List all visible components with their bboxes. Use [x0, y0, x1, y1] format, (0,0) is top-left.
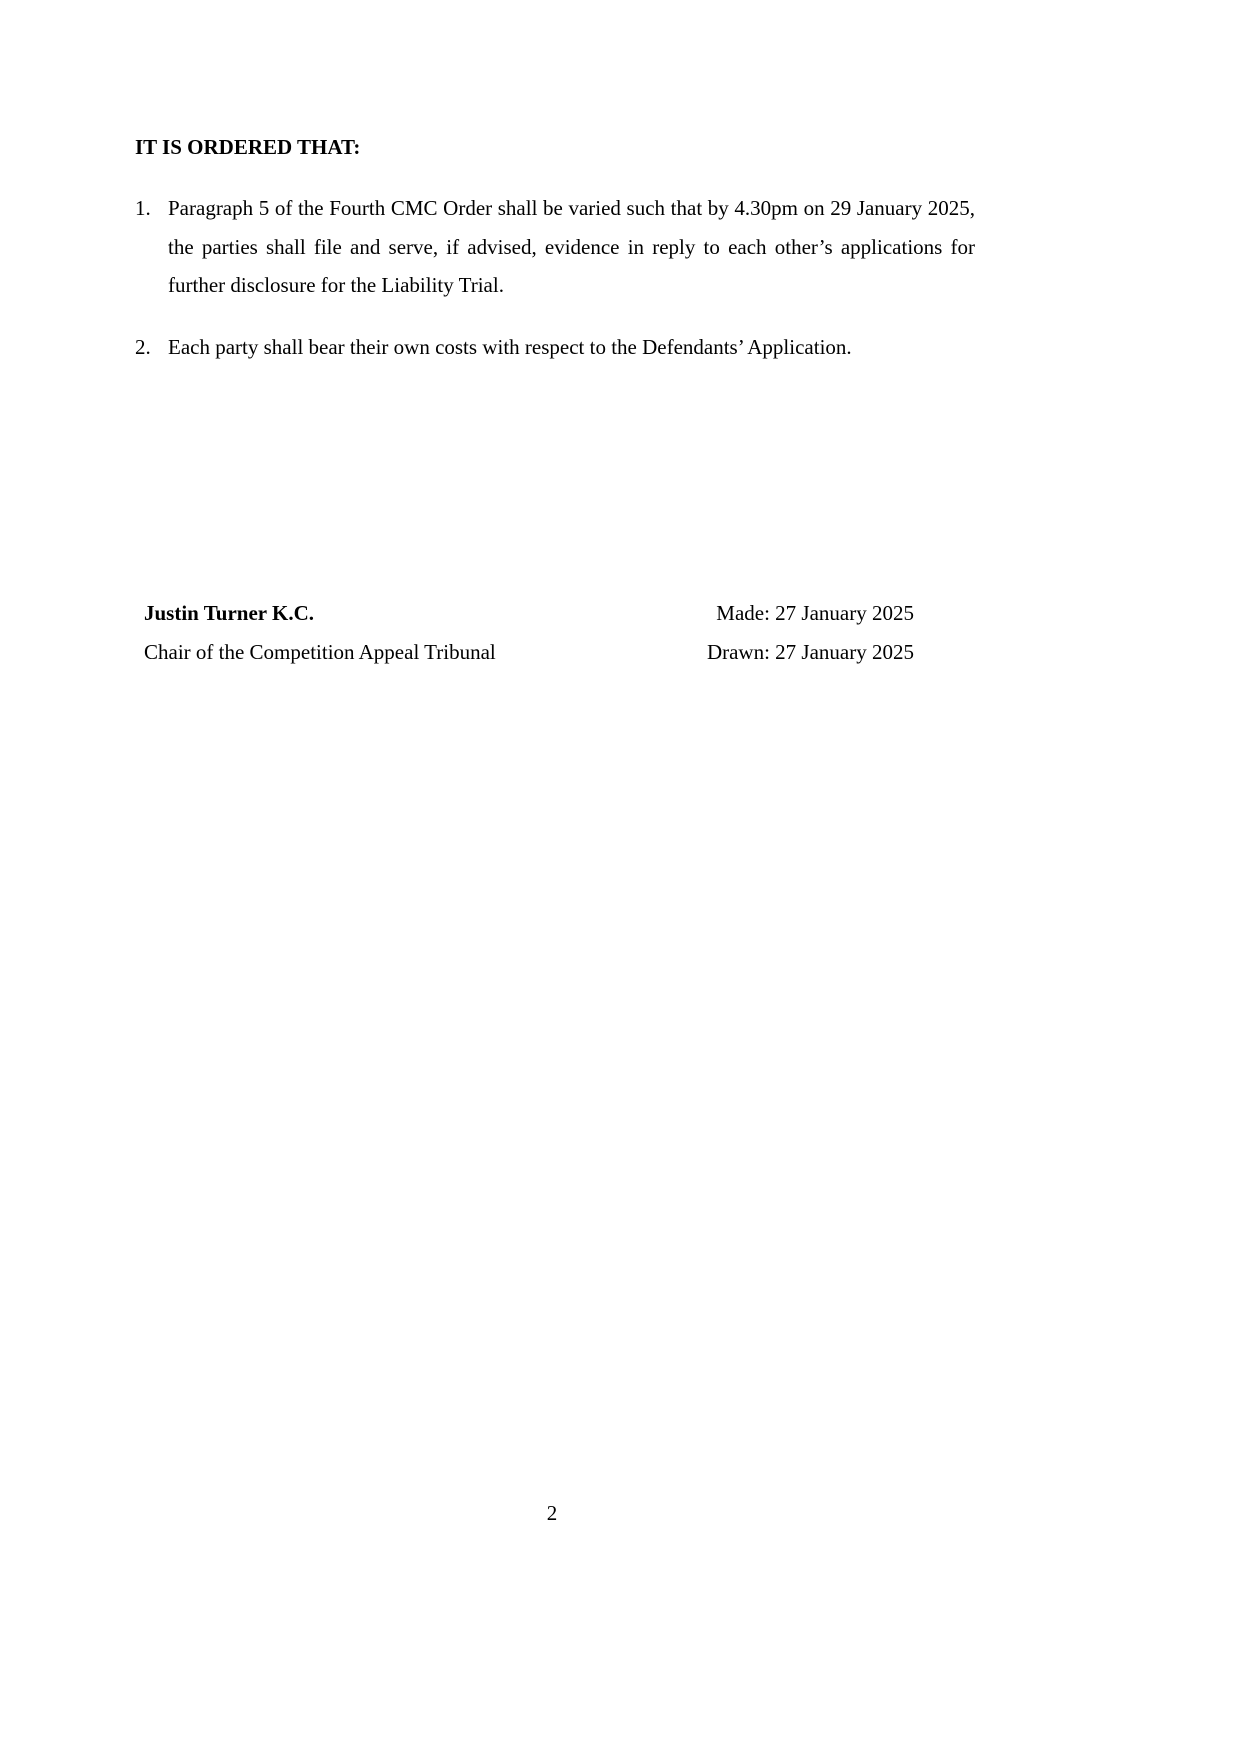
- order-item-1: [135, 189, 975, 305]
- signatory-title: Chair of the Competition Appeal Tribunal: [144, 639, 496, 664]
- order-heading: IT IS ORDERED THAT:: [135, 135, 361, 159]
- order-item-2: [135, 328, 975, 367]
- made-date: Made: 27 January 2025: [716, 601, 914, 625]
- signatory: [144, 594, 496, 671]
- page-number: 2: [546, 1501, 558, 1525]
- drawn-date: Drawn: 27 January 2025: [706, 639, 914, 664]
- order-item-text: Each party shall bear their own costs with respect to the Defendants’ Application.: [168, 335, 852, 359]
- order-dates: [707, 594, 914, 671]
- order-item-number: 2.: [135, 335, 151, 359]
- signatory-name: Justin Turner K.C.: [144, 601, 314, 625]
- order-item-number: 1.: [135, 196, 151, 220]
- order-item-text: Paragraph 5 of the Fourth CMC Order shall be varied such that by 4.30pm on 29 January 2025, the parties shall file and serve, if advised, evidence in reply to each other’s applications for further disclosure for the Liability Trial.: [168, 196, 975, 297]
